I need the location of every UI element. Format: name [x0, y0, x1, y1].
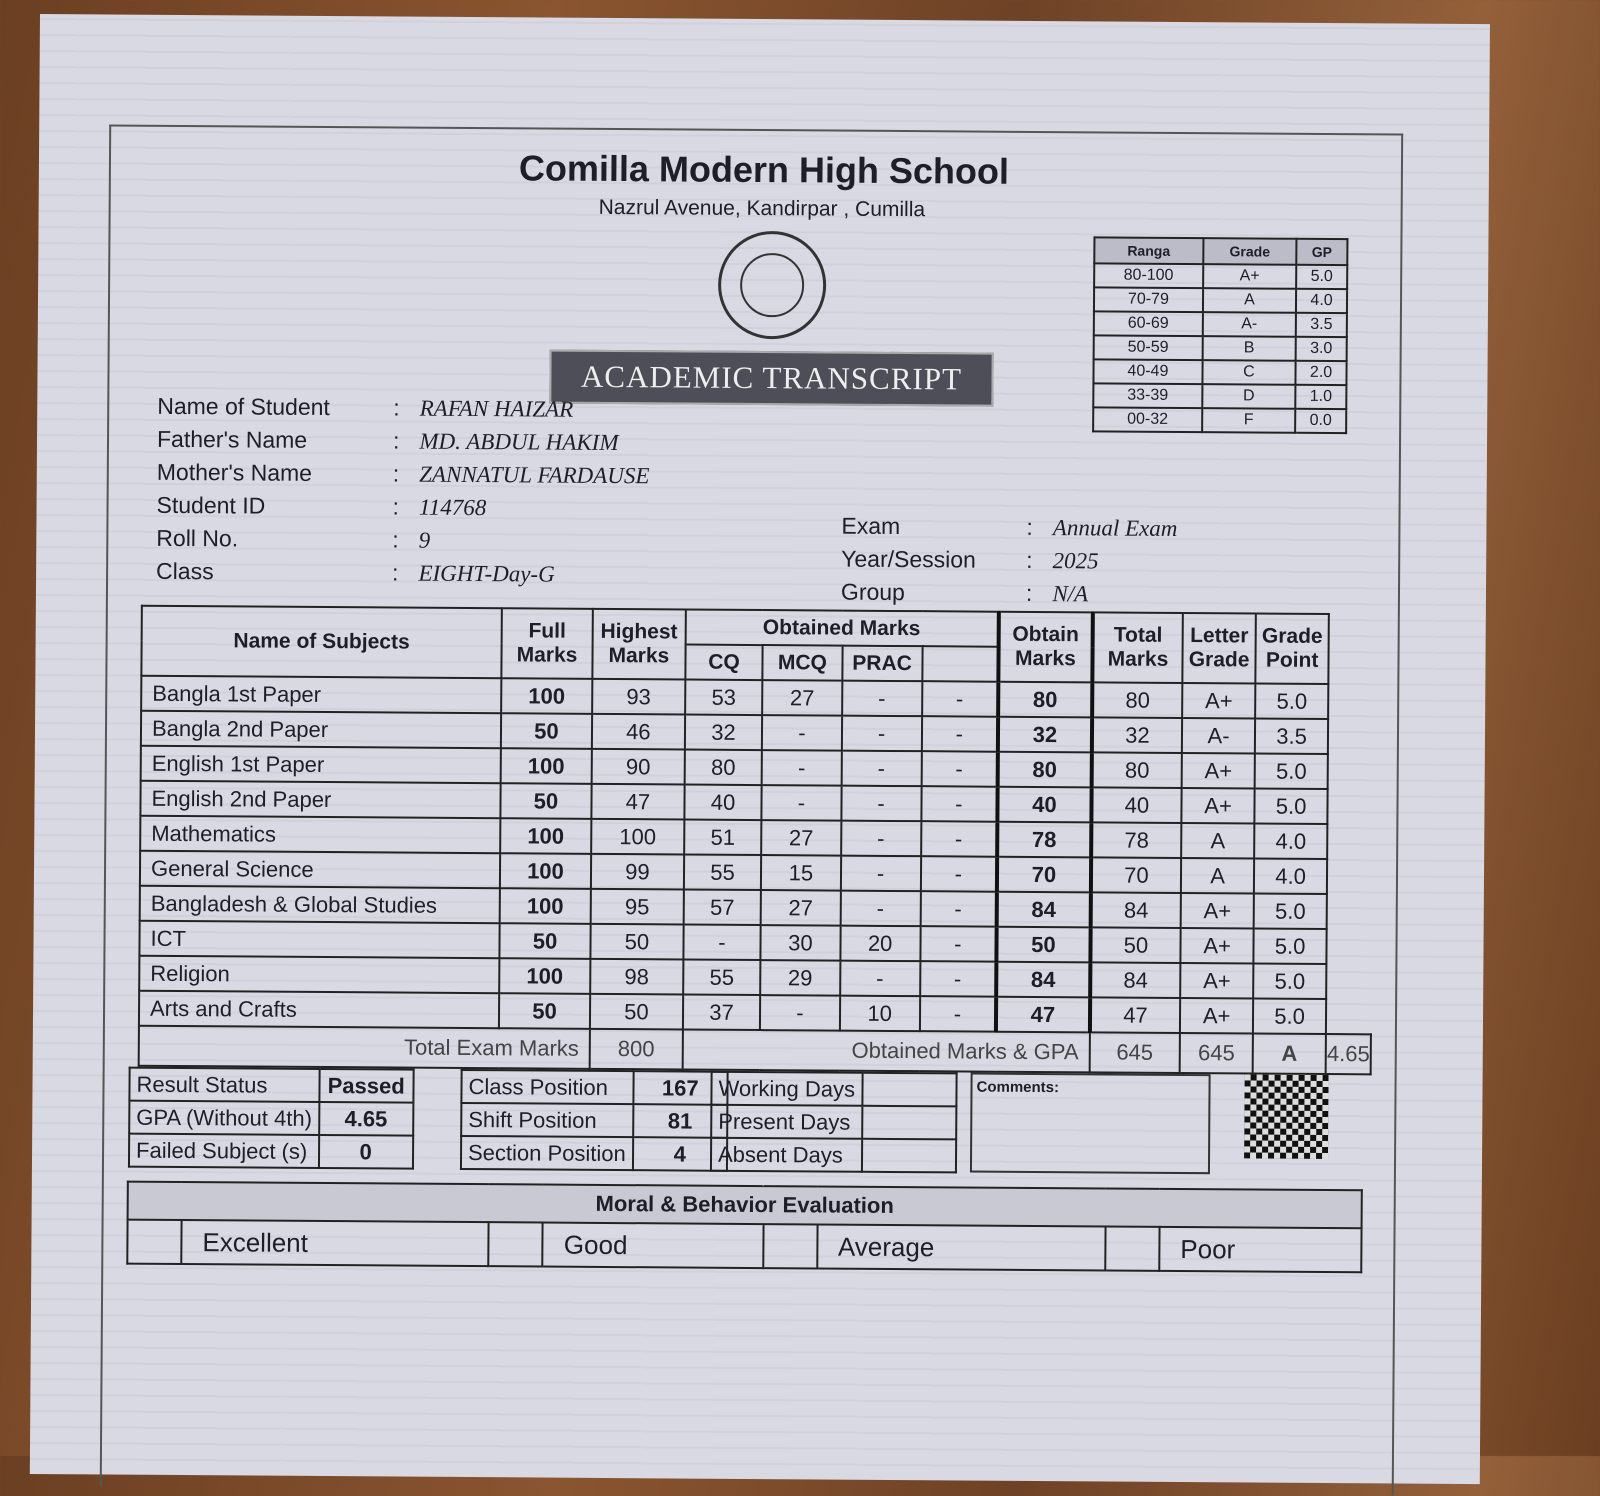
student-value: ZANNATUL FARDAUSE	[419, 461, 650, 489]
student-value: 114768	[418, 494, 487, 521]
header-total-marks: Total Marks	[1092, 612, 1183, 683]
marks-cell: 46	[592, 714, 685, 750]
exam-field	[841, 546, 1177, 581]
marks-cell: -	[922, 681, 999, 717]
marks-cell: 95	[591, 889, 684, 925]
marks-cell: Bangla 1st Paper	[141, 676, 501, 714]
marks-cell: -	[762, 750, 841, 786]
marks-cell: A+	[1180, 998, 1253, 1034]
marks-cell: 98	[590, 959, 683, 995]
qr-code	[1244, 1074, 1329, 1159]
header-obtain-marks: Obtain Marks	[998, 612, 1092, 683]
marks-cell: 20	[840, 926, 920, 962]
marks-cell: A+	[1181, 928, 1254, 964]
header-full-marks: Full Marks	[501, 608, 593, 679]
student-label: Student ID	[156, 491, 266, 519]
marks-cell: 32	[1092, 717, 1183, 753]
obtained-gpa-label: Obtained Marks & GPA	[682, 1030, 1089, 1073]
moral-option: Good	[543, 1223, 763, 1269]
marks-cell: 100	[499, 958, 590, 994]
marks-cell: 78	[997, 822, 1091, 858]
transcript-paper	[30, 14, 1490, 1484]
marks-cell: 80	[684, 750, 762, 786]
marks-cell: -	[921, 786, 998, 822]
student-value: EIGHT-Day-G	[418, 560, 555, 587]
marks-cell: 50	[499, 993, 590, 1029]
header-prac: PRAC	[842, 646, 922, 682]
marks-cell: 40	[1091, 787, 1182, 823]
exam-value: Annual Exam	[1052, 515, 1178, 541]
attendance-row	[711, 1138, 956, 1173]
marks-cell: -	[760, 995, 839, 1031]
marks-cell: 32	[998, 717, 1092, 753]
marks-cell: A	[1181, 823, 1254, 859]
document-title: ACADEMIC TRANSCRIPT	[549, 350, 993, 407]
result-label: GPA (Without 4th)	[129, 1101, 319, 1135]
student-field	[156, 558, 649, 594]
total-obtain: 645	[1089, 1032, 1180, 1073]
grade-row	[1093, 359, 1346, 385]
grade-row	[1094, 335, 1347, 361]
marks-cell: 100	[501, 748, 592, 784]
marks-cell: -	[841, 821, 921, 857]
attendance-label: Absent Days	[711, 1138, 862, 1172]
marks-cell: -	[841, 751, 921, 787]
student-field	[157, 459, 650, 495]
marks-cell: 4.0	[1254, 858, 1327, 894]
student-field	[156, 492, 649, 528]
attendance-row	[711, 1072, 956, 1107]
grade-header: Grade	[1203, 238, 1297, 265]
marks-cell: 40	[997, 787, 1091, 823]
marks-cell: -	[920, 926, 997, 962]
marks-cell: 55	[684, 855, 762, 891]
colon: :	[392, 493, 400, 520]
attendance-value	[862, 1073, 956, 1107]
marks-cell: 5.0	[1255, 684, 1328, 720]
grade-header: GP	[1296, 239, 1347, 265]
comments-label: Comments:	[976, 1078, 1060, 1097]
exam-label: Exam	[841, 512, 901, 540]
grade-cell: A	[1203, 288, 1296, 313]
grade-row	[1094, 311, 1347, 337]
marks-cell: 50	[501, 713, 592, 749]
marks-cell: 4.0	[1254, 823, 1327, 859]
marks-cell: -	[762, 715, 841, 751]
grade-cell: 2.0	[1296, 361, 1347, 385]
total-label: Total Exam Marks	[139, 1026, 590, 1069]
marks-cell: 80	[998, 752, 1092, 788]
marks-cell: 15	[761, 855, 840, 891]
marks-cell: 55	[683, 960, 761, 996]
marks-cell: 50	[499, 923, 590, 959]
marks-cell: A-	[1182, 718, 1255, 754]
positions-value: 167	[633, 1071, 727, 1105]
header-blank	[922, 646, 999, 682]
attendance-value	[862, 1106, 956, 1140]
position-table	[460, 1069, 728, 1172]
marks-cell: 29	[760, 960, 839, 996]
marks-cell: -	[920, 891, 997, 927]
exam-label: Group	[840, 578, 906, 606]
result-value: 4.65	[319, 1102, 413, 1136]
marks-cell: 10	[839, 996, 919, 1032]
total-letter: A	[1253, 1033, 1326, 1074]
marks-table	[138, 605, 1375, 1076]
header-cq: CQ	[685, 645, 763, 681]
marks-cell: 90	[592, 749, 685, 785]
exam-value: N/A	[1052, 581, 1089, 607]
student-field	[157, 393, 650, 429]
grade-cell: 0.0	[1295, 409, 1346, 433]
grade-cell: 40-49	[1093, 359, 1202, 384]
marks-cell: 80	[998, 682, 1092, 718]
marks-cell: -	[841, 786, 921, 822]
marks-cell: -	[921, 856, 998, 892]
grade-cell: 50-59	[1094, 335, 1203, 360]
student-field	[157, 426, 650, 462]
marks-cell: 84	[1090, 892, 1181, 928]
marks-cell: -	[921, 821, 998, 857]
grade-cell: 5.0	[1296, 265, 1347, 289]
header-subject: Name of Subjects	[141, 606, 501, 679]
student-label: Mother's Name	[156, 458, 313, 486]
marks-cell: 30	[761, 925, 840, 961]
grade-scale-table	[1092, 236, 1348, 434]
grade-cell: A-	[1203, 312, 1296, 337]
marks-cell: 5.0	[1254, 893, 1327, 929]
marks-cell: 100	[500, 818, 591, 854]
marks-cell: 100	[500, 853, 591, 889]
exam-value: 2025	[1052, 548, 1099, 574]
marks-cell: A+	[1182, 753, 1255, 789]
exam-field	[841, 579, 1177, 614]
moral-checkbox-good[interactable]	[489, 1222, 543, 1266]
result-value: Passed	[319, 1069, 413, 1103]
marks-cell: Bangla 2nd Paper	[141, 711, 501, 749]
grade-row	[1094, 287, 1347, 313]
marks-cell: 80	[1092, 682, 1183, 718]
moral-title: Moral & Behavior Evaluation	[128, 1182, 1362, 1229]
colon: :	[392, 526, 399, 553]
marks-cell: -	[920, 996, 997, 1032]
marks-cell: English 2nd Paper	[140, 781, 500, 819]
marks-cell: 100	[501, 678, 592, 714]
attendance-label: Working Days	[711, 1072, 862, 1106]
total-full-marks: 800	[590, 1029, 683, 1070]
marks-cell: 84	[997, 892, 1091, 928]
grade-cell: 1.0	[1295, 385, 1346, 409]
marks-cell: 50	[997, 927, 1091, 963]
marks-cell: 50	[1090, 927, 1181, 963]
positions-label: Class Position	[461, 1070, 633, 1104]
marks-cell: 84	[1090, 962, 1181, 998]
marks-cell: -	[921, 751, 998, 787]
colon: :	[392, 559, 399, 586]
grade-cell: 60-69	[1094, 311, 1203, 336]
marks-cell: Religion	[139, 956, 499, 994]
marks-cell: 5.0	[1253, 928, 1326, 964]
marks-cell: -	[762, 785, 841, 821]
grade-cell: 33-39	[1093, 383, 1202, 408]
comments-box	[970, 1073, 1211, 1175]
header-mcq: MCQ	[763, 645, 842, 681]
positions-row	[461, 1070, 727, 1105]
grade-cell: 70-79	[1094, 287, 1203, 312]
marks-cell: A+	[1180, 963, 1253, 999]
result-value: 0	[319, 1135, 413, 1169]
marks-cell: 3.5	[1255, 719, 1328, 755]
marks-cell: Arts and Crafts	[139, 991, 499, 1029]
colon: :	[392, 427, 400, 454]
marks-cell: 47	[996, 997, 1090, 1033]
attendance-label: Present Days	[711, 1105, 862, 1139]
grade-row	[1093, 407, 1346, 433]
marks-cell: 50	[590, 924, 683, 960]
student-info	[156, 393, 650, 594]
positions-row	[461, 1136, 727, 1171]
exam-info	[841, 513, 1178, 614]
total-gpa: 4.65	[1326, 1034, 1371, 1074]
header-letter-grade: Letter Grade	[1182, 613, 1255, 684]
exam-field	[841, 513, 1177, 548]
colon: :	[393, 394, 400, 421]
grade-cell: A+	[1203, 264, 1296, 289]
grade-cell: F	[1202, 408, 1295, 433]
header-grade-point: Grade Point	[1255, 614, 1329, 685]
grade-cell: C	[1202, 360, 1295, 385]
marks-cell: A	[1181, 858, 1254, 894]
marks-cell: -	[683, 925, 761, 961]
colon: :	[1026, 513, 1033, 540]
attendance-row	[711, 1105, 956, 1140]
grade-cell: 3.5	[1296, 313, 1347, 337]
marks-cell: 100	[591, 819, 684, 855]
marks-cell: -	[840, 891, 920, 927]
marks-cell: 5.0	[1254, 788, 1327, 824]
marks-cell: 32	[685, 715, 763, 751]
marks-cell: -	[922, 716, 999, 752]
marks-cell: 40	[684, 785, 762, 821]
moral-evaluation-table	[126, 1181, 1363, 1274]
marks-cell: 5.0	[1253, 963, 1326, 999]
grade-cell: 00-32	[1093, 407, 1202, 432]
colon: :	[392, 460, 400, 487]
school-address: Nazrul Avenue, Kandirpar , Cumilla	[598, 195, 926, 222]
grade-header: Ranga	[1094, 237, 1203, 264]
exam-label: Year/Session	[841, 545, 976, 573]
marks-cell: 37	[683, 995, 761, 1031]
moral-option: Excellent	[181, 1220, 489, 1266]
positions-value: 81	[633, 1104, 727, 1138]
attendance-value	[861, 1139, 955, 1173]
result-row	[129, 1068, 413, 1103]
student-value: RAFAN HAIZAR	[419, 395, 574, 422]
moral-checkbox-poor[interactable]	[1105, 1226, 1159, 1270]
moral-option: Poor	[1159, 1227, 1361, 1272]
header-highest-marks: Highest Marks	[592, 609, 685, 680]
marks-cell: English 1st Paper	[141, 746, 501, 784]
marks-cell: 93	[592, 679, 685, 715]
marks-cell: A+	[1181, 893, 1254, 929]
marks-cell: General Science	[140, 851, 500, 889]
marks-cell: Mathematics	[140, 816, 500, 854]
school-name: Comilla Modern High School	[518, 147, 1010, 192]
header-obtained-marks: Obtained Marks	[685, 610, 999, 647]
moral-option: Average	[817, 1224, 1106, 1270]
result-label: Failed Subject (s)	[129, 1134, 319, 1168]
marks-cell: 53	[685, 680, 763, 716]
grade-cell: B	[1202, 336, 1295, 361]
grade-cell: 3.0	[1296, 337, 1347, 361]
marks-cell: 5.0	[1253, 998, 1326, 1034]
marks-cell: 80	[1091, 752, 1182, 788]
marks-cell: 27	[761, 820, 840, 856]
marks-cell: 57	[683, 890, 761, 926]
positions-row	[461, 1103, 727, 1138]
moral-checkbox-average[interactable]	[763, 1224, 817, 1268]
marks-cell: A+	[1182, 683, 1255, 719]
result-row	[129, 1101, 413, 1136]
marks-cell: Bangladesh & Global Studies	[140, 886, 500, 924]
grade-row	[1093, 383, 1346, 409]
moral-checkbox-excellent[interactable]	[127, 1220, 181, 1264]
marks-cell: ICT	[139, 921, 499, 959]
school-seal-logo	[718, 231, 827, 340]
student-field	[156, 525, 649, 561]
student-value: MD. ABDUL HAKIM	[419, 428, 619, 456]
grade-cell: D	[1202, 384, 1295, 409]
marks-cell: 84	[996, 962, 1090, 998]
total-total: 645	[1180, 1033, 1253, 1074]
marks-cell: A+	[1182, 788, 1255, 824]
marks-cell: 27	[761, 890, 840, 926]
grade-cell: 4.0	[1296, 289, 1347, 313]
result-row	[129, 1134, 413, 1169]
positions-label: Shift Position	[461, 1103, 633, 1137]
marks-cell: -	[842, 681, 922, 717]
marks-cell: 50	[500, 783, 591, 819]
result-label: Result Status	[129, 1068, 319, 1102]
student-value: 9	[418, 527, 431, 553]
marks-cell: 50	[590, 994, 683, 1030]
grade-cell: 80-100	[1094, 263, 1203, 288]
marks-cell: 78	[1091, 822, 1182, 858]
result-table	[128, 1067, 414, 1170]
student-label: Roll No.	[156, 524, 239, 552]
grade-row	[1094, 263, 1347, 289]
marks-cell: -	[920, 961, 997, 997]
colon: :	[1025, 579, 1033, 606]
marks-cell: 27	[762, 680, 841, 716]
marks-cell: -	[840, 856, 920, 892]
student-label: Father's Name	[156, 425, 308, 453]
attendance-table	[710, 1071, 957, 1174]
positions-label: Section Position	[461, 1136, 633, 1170]
marks-cell: 51	[684, 820, 762, 856]
marks-cell: 99	[591, 854, 684, 890]
marks-cell: 47	[1090, 997, 1181, 1033]
student-label: Name of Student	[157, 392, 330, 421]
marks-cell: 70	[1091, 857, 1182, 893]
marks-cell: 47	[591, 784, 684, 820]
colon: :	[1026, 546, 1033, 573]
marks-cell: 5.0	[1255, 754, 1328, 790]
marks-cell: -	[840, 961, 920, 997]
positions-value: 4	[633, 1137, 727, 1171]
marks-cell: 70	[997, 857, 1091, 893]
student-label: Class	[156, 557, 214, 585]
marks-cell: -	[841, 716, 921, 752]
marks-cell: 100	[500, 888, 591, 924]
